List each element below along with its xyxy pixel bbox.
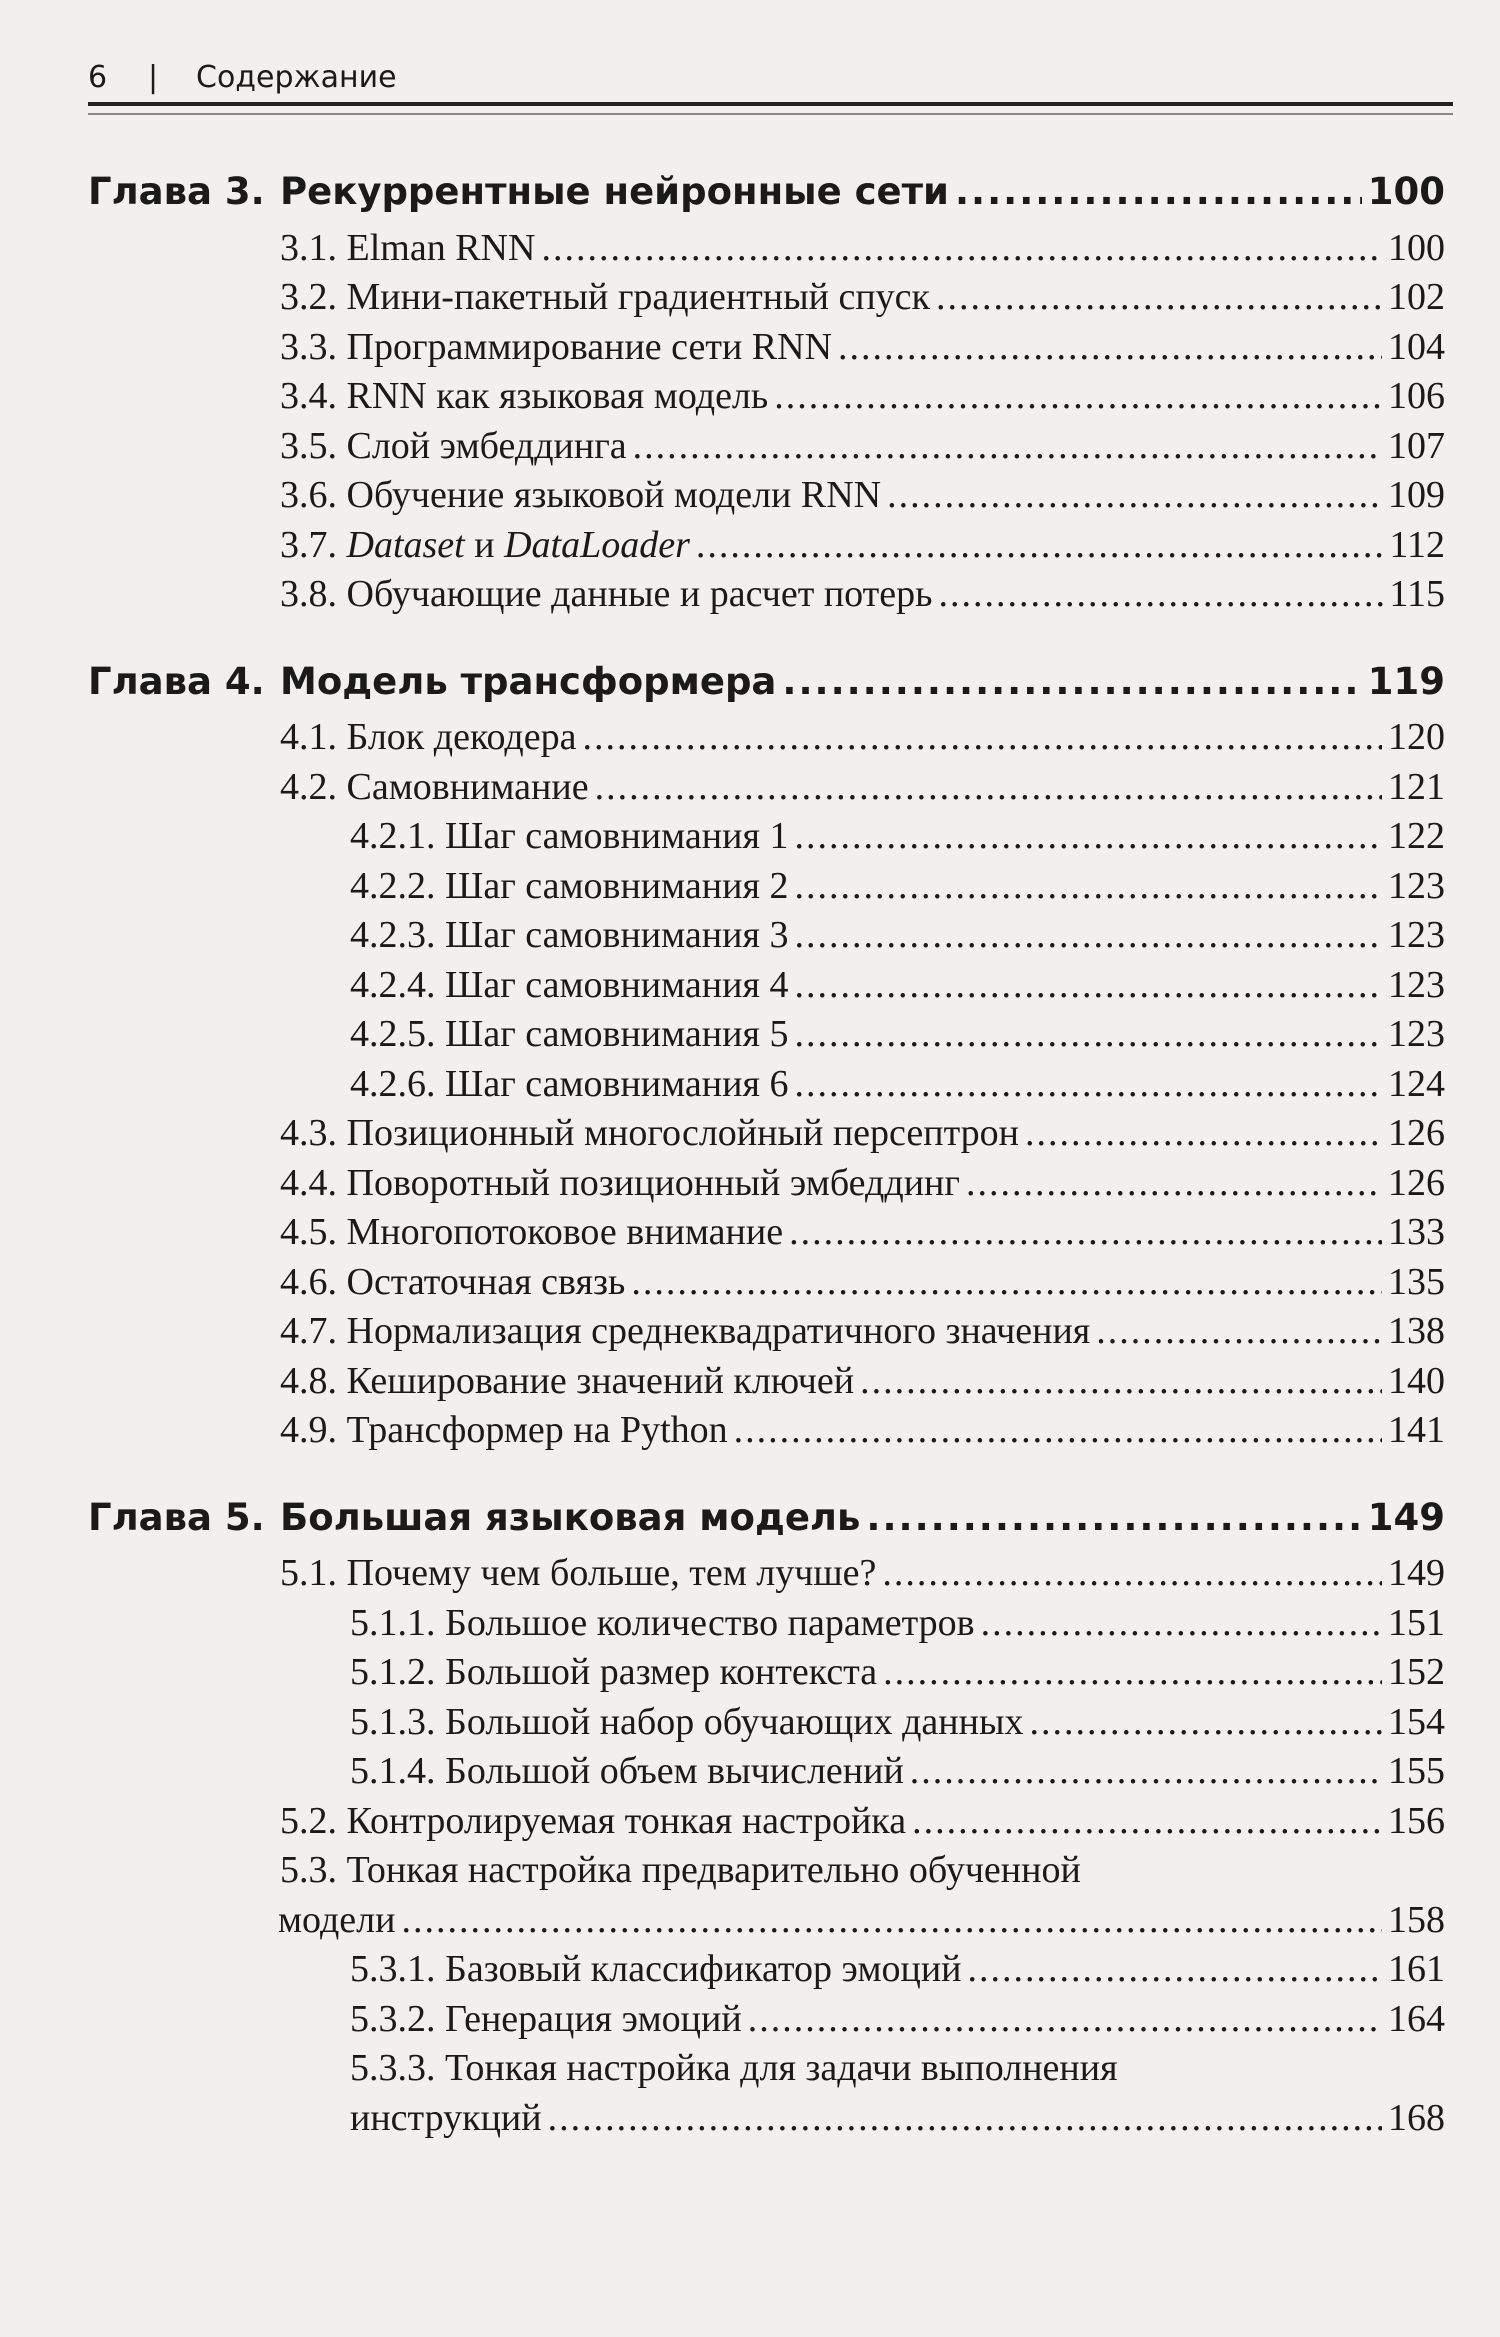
leader-dots: [1096, 1307, 1382, 1355]
section-title: 3.4. RNN как языковая модель: [280, 375, 769, 417]
section-title: 5.3.2. Генерация эмоций: [350, 1997, 742, 2040]
leader-dots: [936, 273, 1382, 321]
section-title: 4.2.2. Шаг самовнимания 2: [350, 864, 789, 907]
section-title: 4.8. Кеширование значений ключей: [280, 1359, 855, 1402]
page-ref: 123: [1388, 1013, 1445, 1055]
chapter-name: Большая языковая модель: [280, 1495, 861, 1539]
page-ref: 140: [1388, 1359, 1445, 1402]
toc-section-entry[interactable]: [88, 1109, 1445, 1157]
leader-dots: [1030, 1698, 1383, 1746]
page-ref: 161: [1388, 1948, 1445, 1990]
page-ref: 155: [1388, 1750, 1445, 1792]
leader-dots: [912, 1797, 1382, 1845]
toc-section-entry[interactable]: [88, 323, 1445, 371]
chapter-name: Модель трансформера: [280, 659, 777, 703]
section-title: [280, 521, 690, 569]
page-ref: 164: [1388, 1997, 1445, 2040]
leader-dots: [860, 1357, 1382, 1405]
page-ref: 126: [1388, 1112, 1445, 1154]
leader-dots: [794, 1060, 1382, 1108]
leader-dots: [548, 2094, 1382, 2142]
toc-section-entry[interactable]: [88, 961, 1445, 1009]
chapter-label: Глава 5.: [88, 1495, 265, 1539]
leader-dots: [968, 1945, 1382, 1993]
chapter-name: Рекуррентные нейронные сети: [280, 170, 949, 213]
chapter-label: Глава 4.: [88, 659, 265, 703]
toc-chapter-entry[interactable]: [88, 168, 1445, 216]
leader-dots: [541, 224, 1382, 272]
leader-dots: [794, 911, 1382, 959]
section-title: 4.2.3. Шаг самовнимания 3: [350, 914, 789, 956]
leader-dots: [955, 168, 1362, 216]
leader-dots: [631, 1258, 1382, 1306]
toc-section-entry-line2[interactable]: [88, 1896, 1445, 1944]
toc-section-entry-line1[interactable]: [88, 2044, 1445, 2092]
section-title: 4.9. Трансформер на Python: [280, 1409, 728, 1451]
toc-section-entry[interactable]: [88, 713, 1445, 761]
leader-dots: [866, 1494, 1361, 1542]
section-title: 4.2. Самовнимание: [280, 765, 589, 808]
section-title: 4.1. Блок декодера: [280, 716, 577, 758]
page-ref: 124: [1388, 1062, 1445, 1105]
toc-section-entry[interactable]: [88, 911, 1445, 959]
toc-section-entry[interactable]: [88, 1648, 1445, 1696]
section-title: 5.1.1. Большое количество параметров: [350, 1601, 975, 1644]
page-ref: 120: [1388, 716, 1445, 758]
leader-dots: [782, 658, 1361, 706]
section-title: 4.2.4. Шаг самовнимания 4: [350, 963, 789, 1006]
toc-section-entry[interactable]: [88, 521, 1445, 569]
page-ref: 158: [1388, 1898, 1445, 1941]
leader-dots: [887, 471, 1382, 519]
section-title: 3.2. Мини-пакетный градиентный спуск: [280, 276, 931, 318]
section-title: 5.1.3. Большой набор обучающих данных: [350, 1700, 1024, 1743]
conjunction: и: [474, 523, 495, 566]
leader-dots: [696, 521, 1384, 569]
page-ref: 168: [1388, 2096, 1445, 2139]
header-section-title: Содержание: [196, 59, 397, 95]
toc-section-entry[interactable]: [88, 1995, 1445, 2043]
leader-dots: [910, 1747, 1382, 1795]
section-title: 4.3. Позиционный многослойный персептрон: [280, 1112, 1019, 1154]
toc-section-entry[interactable]: [88, 471, 1445, 519]
page-ref: 149: [1367, 1495, 1445, 1539]
leader-dots: [966, 1159, 1382, 1207]
page-ref: 123: [1388, 914, 1445, 956]
page-ref: 112: [1389, 523, 1445, 566]
leader-dots: [748, 1995, 1382, 2043]
toc-section-entry[interactable]: [88, 273, 1445, 321]
section-title: 4.4. Поворотный позиционный эмбеддинг: [280, 1161, 960, 1204]
leader-dots: [794, 1010, 1382, 1058]
section-title: 4.7. Нормализация среднеквадратичного значения: [280, 1310, 1091, 1352]
section-title: 3.5. Слой эмбеддинга: [280, 424, 627, 467]
page-ref: 122: [1388, 815, 1445, 857]
toc-section-entry[interactable]: [88, 1010, 1445, 1058]
chapter-title: [88, 168, 949, 216]
page-ref: 104: [1388, 325, 1445, 368]
leader-dots: [882, 1549, 1382, 1597]
page-ref: 151: [1388, 1601, 1445, 1644]
leader-dots: [774, 372, 1382, 420]
toc-section-entry[interactable]: [88, 1159, 1445, 1207]
toc-section-entry[interactable]: [88, 862, 1445, 910]
page-ref: 123: [1388, 963, 1445, 1006]
section-title: 3.6. Обучение языковой модели RNN: [280, 474, 882, 516]
section-title: 5.1. Почему чем больше, тем лучше?: [280, 1552, 877, 1594]
page-ref: 119: [1367, 659, 1445, 703]
italic-term: Dataset: [346, 523, 465, 566]
page-ref: 133: [1388, 1211, 1445, 1253]
toc-section-entry-line1[interactable]: [88, 1846, 1445, 1894]
leader-dots: [595, 763, 1382, 811]
leader-dots: [838, 323, 1382, 371]
running-header: [88, 52, 1453, 102]
toc-section-entry[interactable]: [88, 1060, 1445, 1108]
leader-dots: [883, 1648, 1382, 1696]
leader-dots: [938, 570, 1383, 618]
section-title: 4.5. Многопотоковое внимание: [280, 1211, 784, 1253]
chapter-title: [88, 658, 776, 706]
toc-section-entry[interactable]: [88, 812, 1445, 860]
header-rule-thin: [88, 113, 1453, 115]
section-title: 3.3. Программирование сети RNN: [280, 325, 833, 368]
toc-section-entry[interactable]: [88, 1307, 1445, 1355]
section-title-continuation: модели: [278, 1898, 396, 1941]
section-title: 5.3.3. Тонкая настройка для задачи выполнения: [350, 2047, 1118, 2089]
page-ref: 135: [1388, 1260, 1445, 1303]
page-number: 6: [88, 59, 108, 95]
toc-section-entry-line2[interactable]: [88, 2094, 1445, 2142]
italic-term: DataLoader: [504, 523, 690, 566]
section-title: 3.1. Elman RNN: [280, 226, 536, 269]
header-rule: [88, 102, 1453, 106]
leader-dots: [734, 1406, 1382, 1454]
chapter-title: [88, 1494, 860, 1542]
leader-dots: [789, 1208, 1382, 1256]
page-ref: 107: [1388, 424, 1445, 467]
toc-section-entry[interactable]: [88, 1357, 1445, 1405]
toc-section-entry[interactable]: [88, 1945, 1445, 1993]
toc-section-entry[interactable]: [88, 763, 1445, 811]
header-separator: |: [148, 59, 159, 95]
section-title: 5.1.4. Большой объем вычислений: [350, 1750, 904, 1792]
leader-dots: [633, 422, 1382, 470]
page-ref: 138: [1388, 1310, 1445, 1352]
section-title: 5.3.1. Базовый классификатор эмоций: [350, 1948, 962, 1990]
leader-dots: [794, 961, 1382, 1009]
page-ref: 156: [1388, 1799, 1445, 1842]
page-ref: 115: [1389, 573, 1445, 615]
page-ref: 100: [1388, 226, 1445, 269]
section-title: 4.6. Остаточная связь: [280, 1260, 626, 1303]
leader-dots: [401, 1896, 1382, 1944]
page-ref: 126: [1388, 1161, 1445, 1204]
page-ref: 102: [1388, 276, 1445, 318]
section-title: 5.1.2. Большой размер контекста: [350, 1651, 878, 1693]
toc-section-entry[interactable]: [88, 1258, 1445, 1306]
toc-section-entry[interactable]: [88, 1747, 1445, 1795]
toc-section-entry[interactable]: [88, 570, 1445, 618]
leader-dots: [582, 713, 1382, 761]
page-ref: 123: [1388, 864, 1445, 907]
section-title: 5.3. Тонкая настройка предварительно обученной: [280, 1849, 1081, 1891]
page-ref: 106: [1388, 375, 1445, 417]
section-title: 5.2. Контролируемая тонкая настройка: [280, 1799, 907, 1842]
page-ref: 141: [1388, 1409, 1445, 1451]
toc-section-entry[interactable]: [88, 1599, 1445, 1647]
toc-section-entry[interactable]: [88, 1208, 1445, 1256]
toc-section-entry[interactable]: [88, 372, 1445, 420]
section-title-continuation: инструкций: [350, 2096, 542, 2139]
page-ref: 121: [1388, 765, 1445, 808]
toc-chapter-entry[interactable]: [88, 1494, 1445, 1542]
page-ref: 152: [1388, 1651, 1445, 1693]
section-title: 4.2.6. Шаг самовнимания 6: [350, 1062, 789, 1105]
section-number: 3.7.: [280, 523, 337, 566]
section-title: 4.2.5. Шаг самовнимания 5: [350, 1013, 789, 1055]
leader-dots: [981, 1599, 1382, 1647]
toc-section-entry[interactable]: [88, 1698, 1445, 1746]
section-title: 4.2.1. Шаг самовнимания 1: [350, 815, 789, 857]
page-ref: 154: [1388, 1700, 1445, 1743]
toc-chapter-entry[interactable]: [88, 658, 1445, 706]
toc-section-entry[interactable]: [88, 422, 1445, 470]
section-title: 3.8. Обучающие данные и расчет потерь: [280, 573, 933, 615]
toc-section-entry[interactable]: [88, 1549, 1445, 1597]
toc-section-entry[interactable]: [88, 1406, 1445, 1454]
page-ref: 149: [1388, 1552, 1445, 1594]
page-ref: 109: [1388, 474, 1445, 516]
leader-dots: [1025, 1109, 1382, 1157]
page-ref: 100: [1367, 170, 1445, 213]
leader-dots: [794, 812, 1382, 860]
chapter-label: Глава 3.: [88, 170, 265, 213]
toc-section-entry[interactable]: [88, 224, 1445, 272]
toc-section-entry[interactable]: [88, 1797, 1445, 1845]
leader-dots: [794, 862, 1382, 910]
